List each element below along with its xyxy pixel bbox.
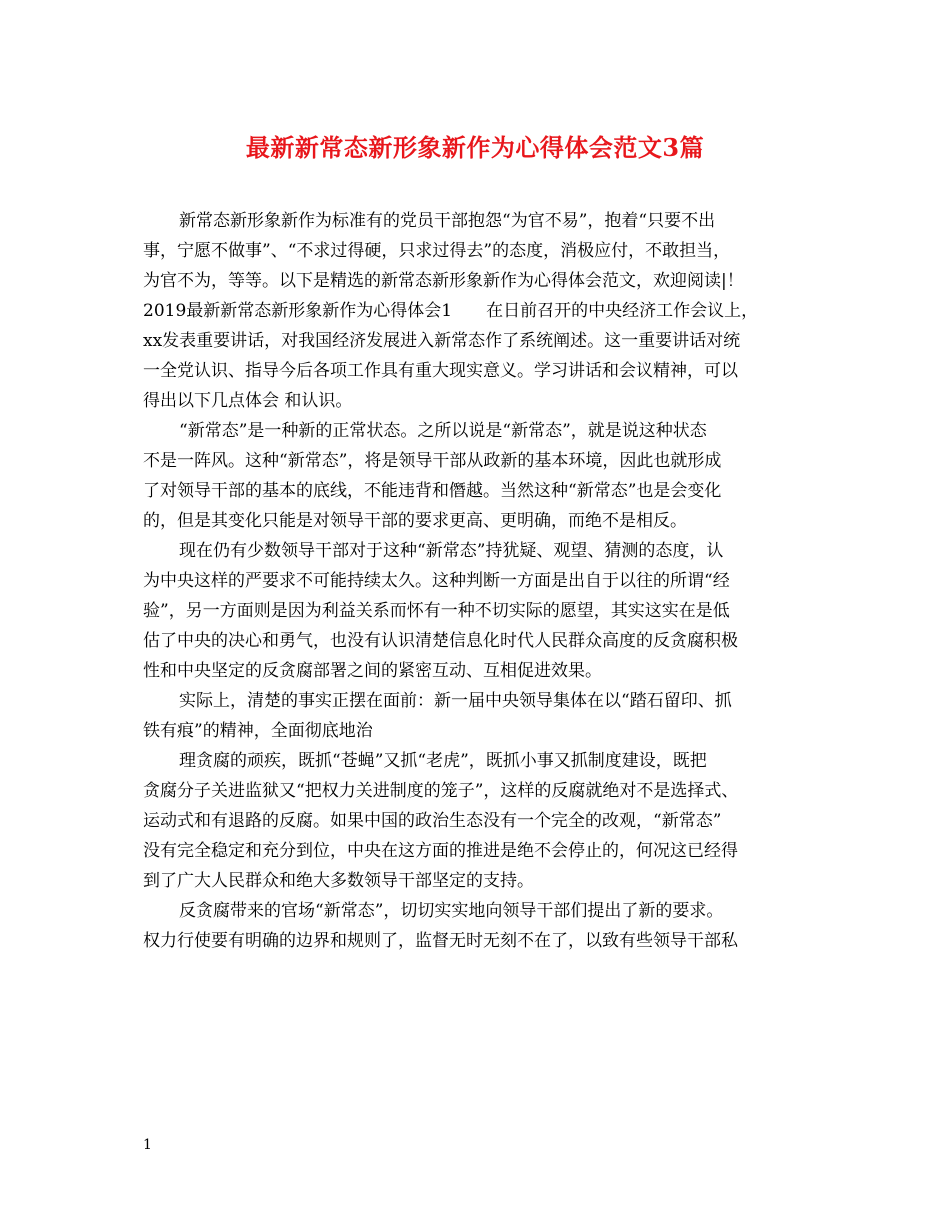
- text-line: 理贪腐的顽疾，既抓“苍蝇”又抓“老虎”，既抓小事又抓制度建设，既把: [179, 751, 707, 771]
- page-number: 1: [143, 1137, 152, 1153]
- text-line: 一全党认识、指导今后各项工作具有重大现实意义。学习讲话和会议精神，可以: [143, 361, 738, 381]
- text-line: 2019最新新常态新形象新作为心得体会1 在日前召开的中央经济工作会议上，: [143, 301, 759, 321]
- text-line: 贪腐分子关进监狱又“把权力关进制度的笼子”，这样的反腐就绝对不是选择式、: [143, 781, 739, 801]
- text-line: 估了中央的决心和勇气，也没有认识清楚信息化时代人民群众高度的反贪腐积极: [143, 631, 738, 651]
- text-line: 到了广大人民群众和绝大多数领导干部坚定的支持。: [143, 871, 534, 891]
- text-line: 为官不为，等等。以下是精选的新常态新形象新作为心得体会范文，欢迎阅读|！: [143, 271, 744, 291]
- text-line: 得出以下几点体会 和认识。: [143, 391, 353, 411]
- text-line: 反贪腐带来的官场“新常态”，切切实实地向领导干部们提出了新的要求。: [179, 901, 724, 921]
- text-line: xx发表重要讲话，对我国经济发展进入新常态作了系统阐述。这一重要讲话对统: [143, 331, 741, 351]
- text-line: 不是一阵风。这种“新常态”，将是领导干部从政新的基本环境，因此也就形成: [143, 451, 722, 471]
- text-line: 了对领导干部的基本的底线，不能违背和僭越。当然这种“新常态”也是会变化: [143, 481, 722, 501]
- text-line: 实际上，清楚的事实正摆在面前：新一届中央领导集体在以“踏石留印、抓: [179, 691, 732, 711]
- text-line: 铁有痕”的精神，全面彻底地治: [143, 721, 373, 741]
- text-line: 性和中央坚定的反贪腐部署之间的紧密互动、互相促进效果。: [143, 661, 602, 681]
- document-title: 最新新常态新形象新作为心得体会范文3篇: [245, 133, 705, 162]
- text-line: 没有完全稳定和充分到位，中央在这方面的推进是绝不会停止的，何况这已经得: [143, 841, 738, 861]
- text-line: “新常态”是一种新的正常状态。之所以说是“新常态”，就是说这种状态: [179, 421, 707, 441]
- text-line: 为中央这样的严要求不可能持续太久。这种判断一方面是出自于以往的所谓“经: [143, 571, 730, 591]
- text-line: 新常态新形象新作为标准有的党员干部抱怨“为官不易”，抱着“只要不出: [179, 211, 716, 231]
- text-line: 的，但是其变化只能是对领导干部的要求更高、更明确，而绝不是相反。: [143, 511, 687, 531]
- text-line: 权力行使要有明确的边界和规则了，监督无时无刻不在了，以致有些领导干部私: [143, 931, 738, 951]
- text-line: 事，宁愿不做事”、“不求过得硬，只求过得去”的态度，消极应付，不敢担当，: [143, 241, 731, 261]
- text-line: 运动式和有退路的反腐。如果中国的政治生态没有一个完全的改观，“新常态”: [143, 811, 722, 831]
- text-line: 现在仍有少数领导干部对于这种“新常态”持犹疑、观望、猜测的态度，认: [179, 541, 724, 561]
- text-line: 验”，另一方面则是因为利益关系而怀有一种不切实际的愿望，其实这实在是低: [143, 601, 730, 621]
- body-text: [143, 206, 823, 956]
